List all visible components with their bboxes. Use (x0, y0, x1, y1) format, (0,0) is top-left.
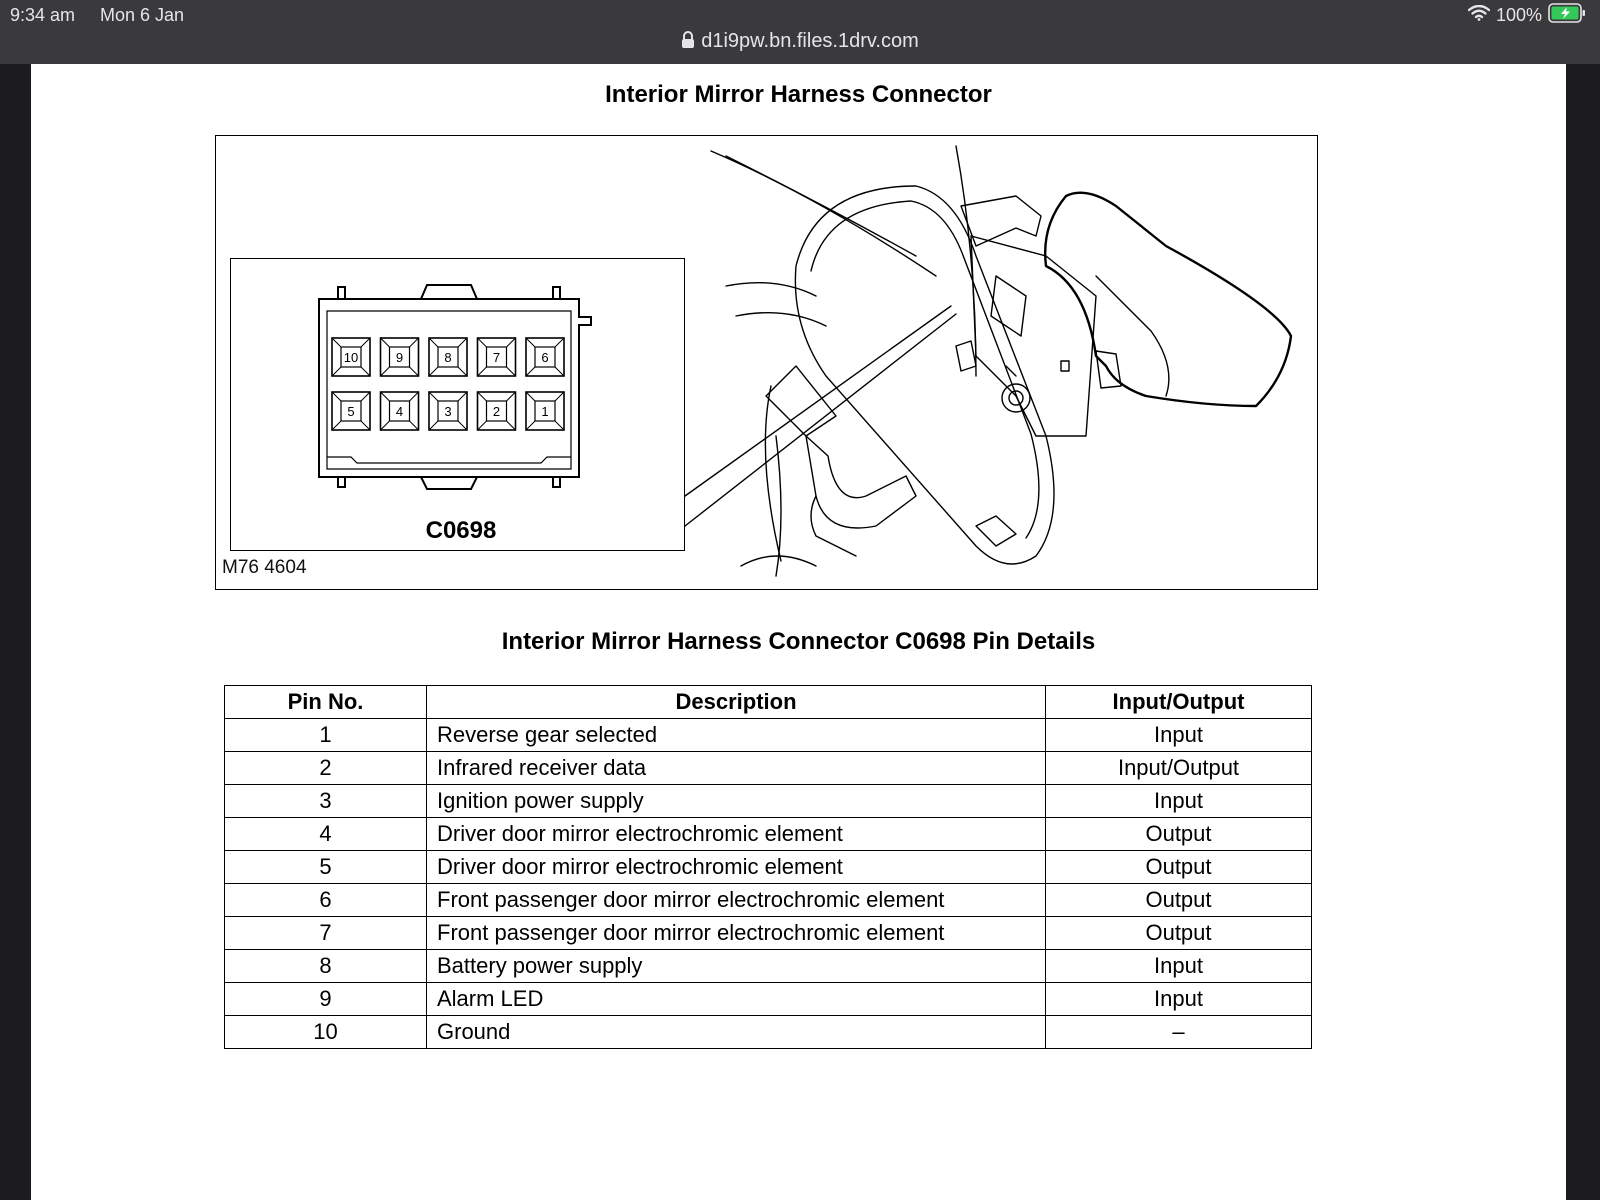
pin-number-label: 8 (444, 350, 452, 365)
pin-number-label: 9 (395, 350, 404, 365)
pin-description: Front passenger door mirror electrochromic element (427, 884, 1046, 917)
connector-pin (332, 338, 370, 376)
connector-pin (429, 338, 467, 376)
connector-pin (381, 392, 419, 430)
connector-label: C0698 (425, 517, 497, 544)
pin-number-label: 3 (444, 404, 452, 419)
pin-number-label: 6 (541, 350, 549, 365)
pin-description: Driver door mirror electrochromic element (427, 851, 1046, 884)
pin-grid (332, 338, 564, 430)
address-bar[interactable] (0, 30, 1600, 55)
status-time: 9:34 am (10, 5, 76, 25)
pin-description: Ground (427, 1016, 1046, 1049)
table-row (225, 752, 1312, 785)
pin-number: 8 (225, 950, 427, 983)
pin-description: Battery power supply (427, 950, 1046, 983)
pin-number-label: 5 (347, 404, 355, 419)
pin-number: 4 (225, 818, 427, 851)
table-row (225, 851, 1312, 884)
pin-number: 6 (225, 884, 427, 917)
pin-description: Reverse gear selected (427, 719, 1046, 752)
pin-io: Input (1046, 719, 1312, 752)
lock-icon (681, 31, 695, 55)
pin-number-label: 1 (541, 404, 549, 419)
table-row (225, 818, 1312, 851)
pin-io: Output (1046, 851, 1312, 884)
pin-number-label: 2 (492, 404, 501, 419)
table-row (225, 983, 1312, 1016)
pin-number: 5 (225, 851, 427, 884)
connector-pin (478, 392, 516, 430)
figure-code: M76 4604 (222, 557, 307, 578)
table-row (225, 719, 1312, 752)
connector-pin (526, 338, 564, 376)
figure-title: Interior Mirror Harness Connector (605, 81, 992, 108)
document-page (31, 64, 1566, 1200)
table-row (225, 785, 1312, 818)
table-row (225, 917, 1312, 950)
pin-number: 2 (225, 752, 427, 785)
pin-number: 3 (225, 785, 427, 818)
pin-io: Input/Output (1046, 752, 1312, 785)
header-input-output: Input/Output (1046, 686, 1312, 719)
pin-io: Output (1046, 917, 1312, 950)
connector-inset (230, 258, 685, 551)
pin-io: Output (1046, 818, 1312, 851)
table-row (225, 1016, 1312, 1049)
connector-pin (526, 392, 564, 430)
table-row (225, 884, 1312, 917)
pin-number-label: 7 (492, 350, 501, 365)
pin-number: 10 (225, 1016, 427, 1049)
table-row (225, 950, 1312, 983)
pin-number-label: 4 (395, 404, 404, 419)
pin-io: Input (1046, 950, 1312, 983)
connector-face-diagram (231, 259, 683, 549)
connector-pin (332, 392, 370, 430)
pin-io: Input (1046, 983, 1312, 1016)
pin-io: – (1046, 1016, 1312, 1049)
pin-number: 1 (225, 719, 427, 752)
header-pin-no: Pin No. (225, 686, 427, 719)
connector-pin (381, 338, 419, 376)
pin-description: Ignition power supply (427, 785, 1046, 818)
connector-pin (429, 392, 467, 430)
url-text: d1i9pw.bn.files.1drv.com (701, 30, 919, 52)
table-title: Interior Mirror Harness Connector C0698 Pin Details (501, 628, 1096, 655)
pin-io: Output (1046, 884, 1312, 917)
connector-figure (215, 135, 1318, 590)
status-indicators (1468, 4, 1586, 26)
pin-number: 9 (225, 983, 427, 1016)
status-bar (0, 0, 1600, 64)
pin-details-table (224, 685, 1312, 1049)
pin-number-label: 10 (343, 350, 359, 365)
battery-icon (1548, 3, 1586, 28)
pin-description: Alarm LED (427, 983, 1046, 1016)
pin-number: 7 (225, 917, 427, 950)
pin-description: Driver door mirror electrochromic element (427, 818, 1046, 851)
pin-io: Input (1046, 785, 1312, 818)
pin-description: Infrared receiver data (427, 752, 1046, 785)
header-description: Description (427, 686, 1046, 719)
wifi-icon (1468, 5, 1490, 26)
status-date: Mon 6 Jan (100, 5, 185, 25)
connector-pin (478, 338, 516, 376)
battery-percent: 100% (1495, 4, 1542, 25)
table-header-row (225, 686, 1312, 719)
pin-description: Front passenger door mirror electrochromic element (427, 917, 1046, 950)
